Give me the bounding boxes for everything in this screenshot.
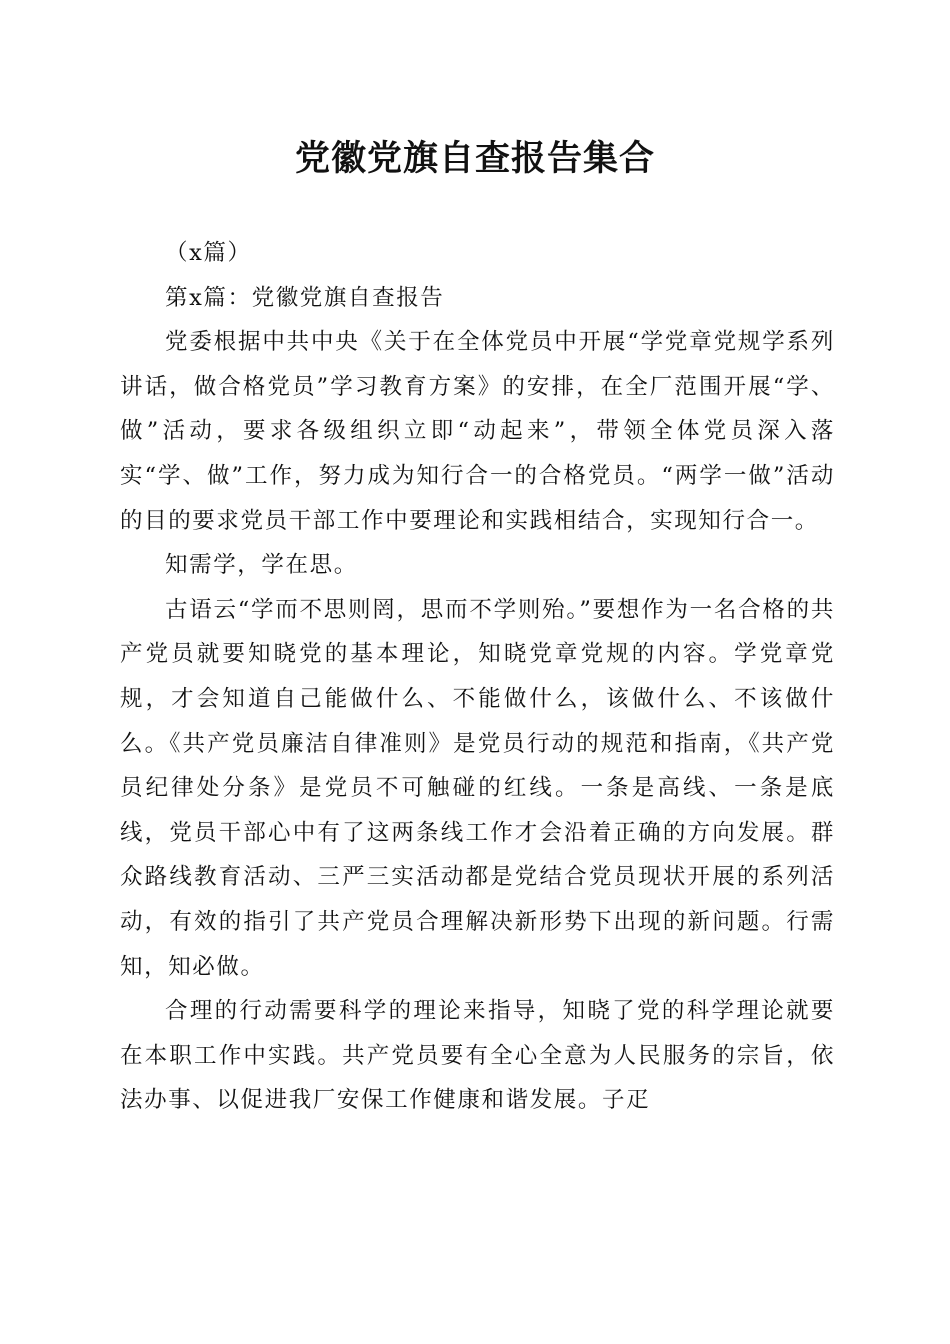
paragraph-count-note: （x篇） bbox=[165, 240, 252, 266]
paragraph-body-1: 古语云“学而不思则罔，思而不学则殆。”要想作为一名合格的共产党员就要知晓党的基本理论，知晓党章党规的内容。学党章党规，才会知道自己能做什么、不能做什么，该做什么、不该做什么。《共产党员廉洁自律准则》是党员行动的规范和指南，《共产党员纪律处分条》是党员不可触碰的红线。一条是高线、一条是底线，党员干部心中有了这两条线工作才会沿着正确的方向发展。群众路线教育活动、三严三实活动都是党结合党员现状开展的系列活动，有效的指引了共产党员合理解决新形势下出现的新问题。行需知，知必做。 bbox=[120, 596, 835, 980]
paragraph-subheading: 知需学，学在思。 bbox=[165, 552, 358, 579]
paragraph-body-2: 合理的行动需要科学的理论来指导，知晓了党的科学理论就要在本职工作中实践。共产党员要有全心全意为人民服务的宗旨，依法办事、以促进我厂安保工作健康和谐发展。子疋 bbox=[120, 998, 835, 1114]
paragraph-section-heading: 第x篇：党徽党旗自查报告 bbox=[165, 284, 445, 311]
paragraph-intro: 党委根据中共中央《关于在全体党员中开展“学党章党规学系列讲话，做合格党员”学习教育方案》的安排，在全厂范围开展“学、做”活动，要求各级组织立即“动起来”，带领全体党员深入落实“学、做”工作，努力成为知行合一的合格党员。“两学一做”活动的目的要求党员干部工作中要理论和实践相结合，实现知行合一。 bbox=[120, 329, 835, 534]
document-body bbox=[120, 231, 835, 1123]
document-title: 党徽党旗自查报告集合 bbox=[294, 138, 655, 179]
